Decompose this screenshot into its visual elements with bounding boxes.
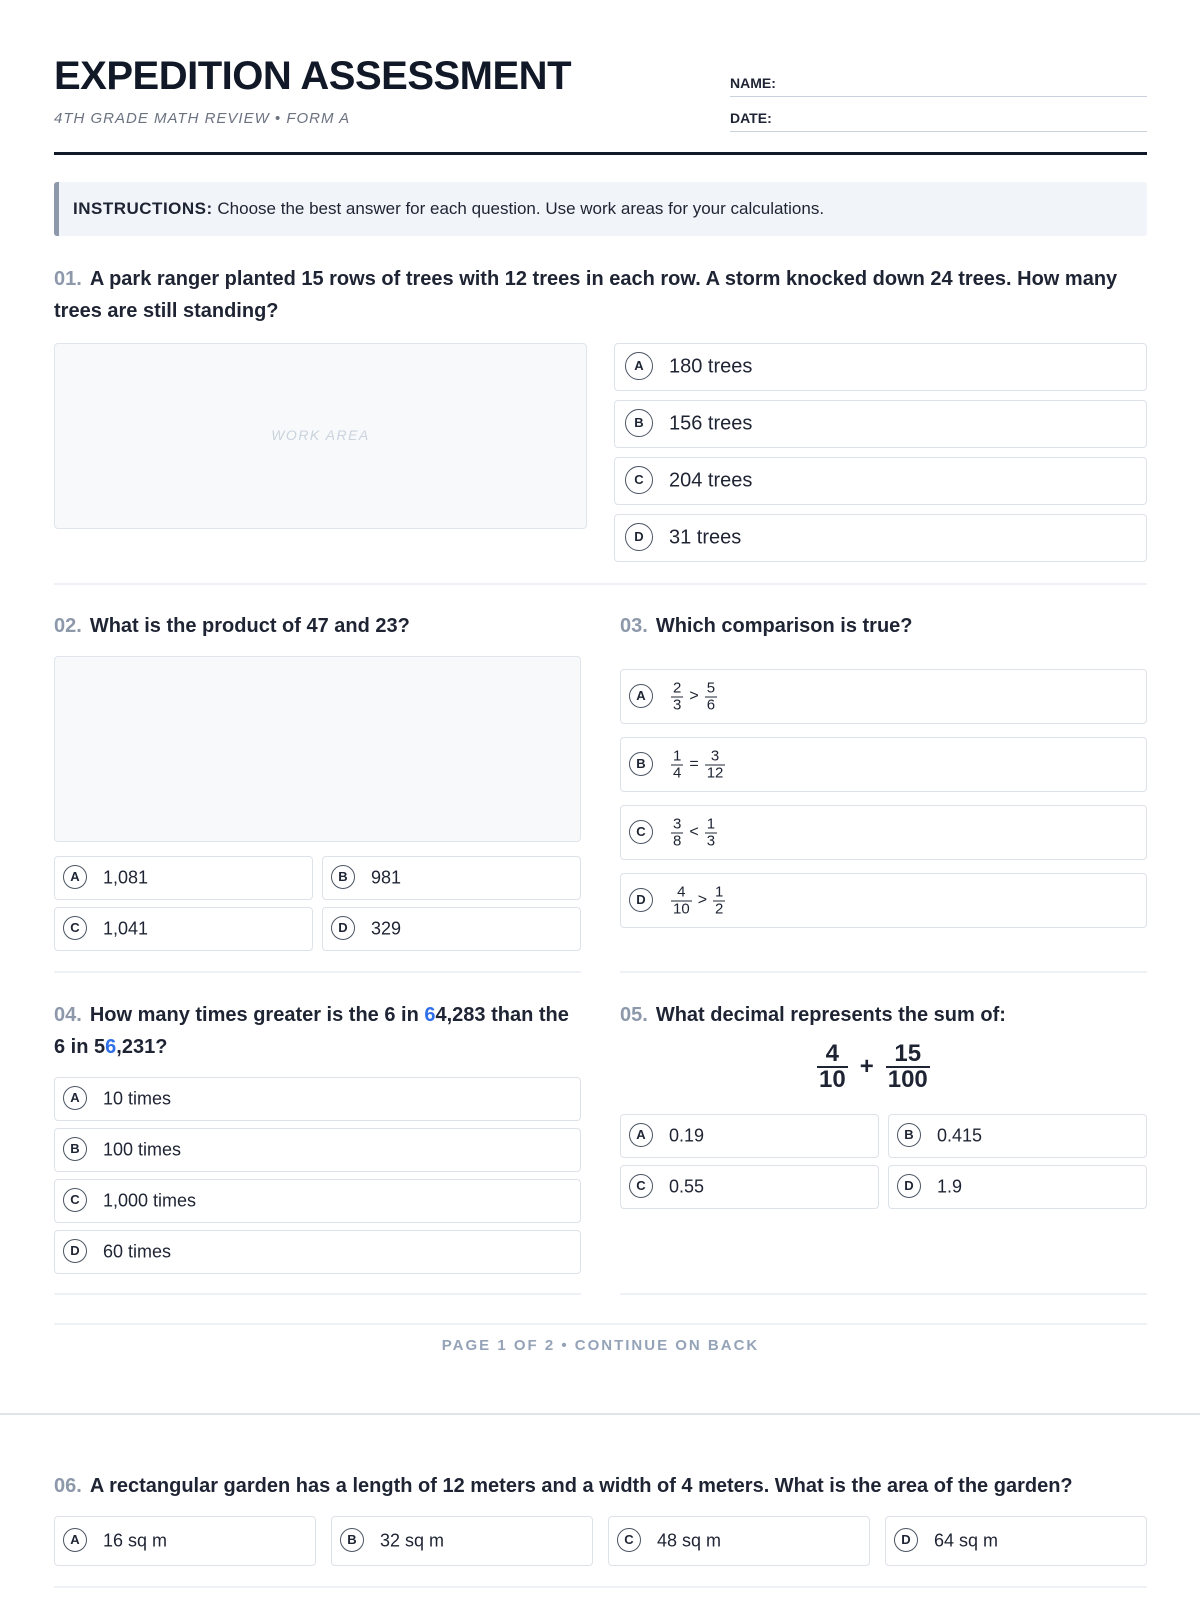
numerator: 1 [715, 883, 724, 900]
option-text: 31 trees [669, 526, 742, 549]
numerator: 2 [673, 679, 682, 696]
option-text: 156 trees [669, 412, 753, 435]
option-letter-badge: C [625, 466, 653, 494]
denominator: 2 [715, 900, 724, 917]
page-break [0, 1413, 1200, 1415]
q2-option-d[interactable] [322, 907, 581, 951]
denominator: 8 [673, 832, 682, 849]
denominator: 10 [673, 900, 690, 917]
q3-option-d[interactable] [620, 873, 1147, 928]
name-field[interactable] [730, 70, 1147, 97]
question-5 [620, 999, 1147, 1031]
comparison-operator: < [689, 823, 699, 841]
highlighted-digit: 6 [424, 1004, 436, 1026]
question-text: What is the product of 47 and 23? [89, 615, 410, 637]
option-text: 981 [371, 867, 402, 888]
numerator: 1 [706, 815, 716, 832]
question-number: 03. [620, 615, 648, 637]
q3-option-a[interactable] [620, 669, 1147, 724]
fraction-left [671, 680, 683, 713]
q1-option-c[interactable] [614, 457, 1147, 505]
comparison-expression [669, 884, 727, 917]
q6-option-c[interactable] [608, 1516, 870, 1566]
option-letter-badge: A [63, 1086, 87, 1110]
page-title: EXPEDITION ASSESSMENT [54, 54, 571, 98]
footer-divider [54, 1323, 1147, 1325]
q1-option-a[interactable] [614, 343, 1147, 391]
question-text: 4,283 than the 6 in 5 [54, 1004, 569, 1058]
option-text: 64 sq m [934, 1530, 999, 1551]
question-number: 05. [620, 1004, 648, 1026]
option-text: 204 trees [669, 469, 753, 492]
q3-option-b[interactable] [620, 737, 1147, 792]
q5-option-c[interactable] [620, 1165, 879, 1209]
question-6 [54, 1470, 1147, 1502]
option-text: 0.19 [669, 1125, 705, 1146]
sum-expression [815, 1042, 932, 1092]
comparison-operator: = [689, 755, 699, 773]
q4-option-b[interactable] [54, 1128, 581, 1172]
page-footer: PAGE 1 OF 2 • CONTINUE ON BACK [441, 1337, 760, 1354]
fraction-right [705, 680, 717, 713]
date-field[interactable] [730, 105, 1147, 132]
question-text: ,231? [116, 1036, 168, 1058]
fraction-left [671, 816, 683, 849]
option-text: 16 sq m [103, 1530, 168, 1551]
question-text: Which comparison is true? [655, 615, 913, 637]
section-divider [54, 1586, 1147, 1588]
option-letter-badge: A [63, 865, 87, 889]
option-text: 1.9 [937, 1176, 963, 1197]
option-text: 1,081 [103, 867, 149, 888]
numerator: 4 [671, 884, 692, 901]
question-1 [54, 263, 1147, 327]
page-subtitle: 4TH GRADE MATH REVIEW • FORM A [54, 110, 351, 127]
q6-option-a[interactable] [54, 1516, 316, 1566]
section-divider [54, 971, 581, 973]
q5-option-d[interactable] [888, 1165, 1147, 1209]
q6-option-d[interactable] [885, 1516, 1147, 1566]
fraction-right [713, 884, 725, 917]
section-divider [54, 1293, 581, 1295]
option-letter-badge: D [894, 1528, 918, 1552]
option-letter-badge: A [63, 1528, 87, 1552]
option-text: 100 times [103, 1139, 182, 1160]
option-text: 32 sq m [380, 1530, 445, 1551]
work-area-q2[interactable] [54, 656, 581, 842]
denominator: 4 [673, 764, 682, 781]
q4-option-c[interactable] [54, 1179, 581, 1223]
denominator: 3 [706, 832, 716, 849]
instructions-box [54, 182, 1147, 236]
denominator: 12 [706, 764, 724, 781]
comparison-expression [669, 816, 719, 849]
option-letter-badge: B [331, 865, 355, 889]
q1-option-d[interactable] [614, 514, 1147, 562]
q2-option-a[interactable] [54, 856, 313, 900]
numerator: 4 [817, 1042, 848, 1068]
q3-option-c[interactable] [620, 805, 1147, 860]
question-text: A rectangular garden has a length of 12 meters and a width of 4 meters. What is the area of the garden? [89, 1475, 1073, 1497]
question-number: 06. [54, 1475, 82, 1497]
fraction-b [886, 1042, 930, 1092]
q6-option-b[interactable] [331, 1516, 593, 1566]
numerator: 3 [705, 748, 726, 765]
option-letter-badge: D [625, 523, 653, 551]
option-letter-badge: B [63, 1137, 87, 1161]
date-label: DATE: [730, 110, 772, 126]
option-letter-badge: D [63, 1239, 87, 1263]
denominator: 3 [673, 696, 682, 713]
section-divider [54, 583, 1147, 585]
question-text: What decimal represents the sum of: [655, 1004, 1006, 1026]
option-letter-badge: D [897, 1174, 921, 1198]
numerator: 5 [706, 679, 716, 696]
option-letter-badge: B [340, 1528, 364, 1552]
option-letter-badge: C [629, 820, 653, 844]
fraction-left [671, 748, 683, 781]
option-text: 10 times [103, 1088, 172, 1109]
section-divider [620, 1293, 1147, 1295]
question-2 [54, 610, 574, 642]
q5-option-b[interactable] [888, 1114, 1147, 1158]
question-number: 04. [54, 1004, 82, 1026]
comparison-expression [669, 748, 727, 781]
instructions-label: INSTRUCTIONS: [73, 199, 213, 218]
comparison-expression [669, 680, 719, 713]
option-letter-badge: C [63, 1188, 87, 1212]
work-area-q1[interactable] [54, 343, 587, 529]
option-letter-badge: A [629, 684, 653, 708]
question-number: 01. [54, 268, 82, 290]
denominator: 6 [706, 696, 716, 713]
work-area-label: WORK AREA [271, 427, 370, 443]
option-letter-badge: A [625, 352, 653, 380]
fraction-right [705, 748, 726, 781]
question-3 [620, 610, 1147, 642]
highlighted-digit: 6 [105, 1036, 117, 1058]
option-text: 0.415 [937, 1125, 983, 1146]
denominator: 100 [887, 1066, 928, 1093]
fraction-a [817, 1042, 848, 1092]
q1-option-b[interactable] [614, 400, 1147, 448]
option-text: 180 trees [669, 355, 753, 378]
option-text: 1,041 [103, 918, 149, 939]
question-number: 02. [54, 615, 82, 637]
q5-option-a[interactable] [620, 1114, 879, 1158]
option-letter-badge: B [625, 409, 653, 437]
option-text: 0.55 [669, 1176, 705, 1197]
fraction-right [705, 816, 717, 849]
numerator: 1 [673, 747, 682, 764]
numerator: 3 [673, 815, 682, 832]
option-letter-badge: B [629, 752, 653, 776]
name-label: NAME: [730, 75, 776, 91]
section-divider [620, 971, 1147, 973]
comparison-operator: > [697, 891, 708, 909]
option-letter-badge: A [629, 1123, 653, 1147]
q4-option-d[interactable] [54, 1230, 581, 1274]
option-letter-badge: C [63, 916, 87, 940]
option-text: 329 [371, 918, 402, 939]
option-letter-badge: B [897, 1123, 921, 1147]
denominator: 10 [819, 1066, 846, 1093]
q2-option-b[interactable] [322, 856, 581, 900]
instructions-text: Choose the best answer for each question. Use work areas for your calculations. [217, 199, 825, 218]
question-text: A park ranger planted 15 rows of trees with 12 trees in each row. A storm knocked down 24 trees. How many trees are still standing? [54, 268, 1118, 322]
header-divider [54, 152, 1147, 155]
question-text: How many times greater is the 6 in [89, 1004, 425, 1026]
option-text: 48 sq m [657, 1530, 722, 1551]
plus-operator: + [859, 1053, 874, 1080]
option-letter-badge: C [629, 1174, 653, 1198]
option-text: 60 times [103, 1241, 172, 1262]
question-4 [54, 999, 581, 1063]
comparison-operator: > [689, 687, 699, 705]
q4-option-a[interactable] [54, 1077, 581, 1121]
option-letter-badge: D [629, 888, 653, 912]
option-letter-badge: C [617, 1528, 641, 1552]
numerator: 15 [886, 1042, 930, 1068]
option-letter-badge: D [331, 916, 355, 940]
fraction-left [671, 884, 692, 917]
option-text: 1,000 times [103, 1190, 197, 1211]
q2-option-c[interactable] [54, 907, 313, 951]
